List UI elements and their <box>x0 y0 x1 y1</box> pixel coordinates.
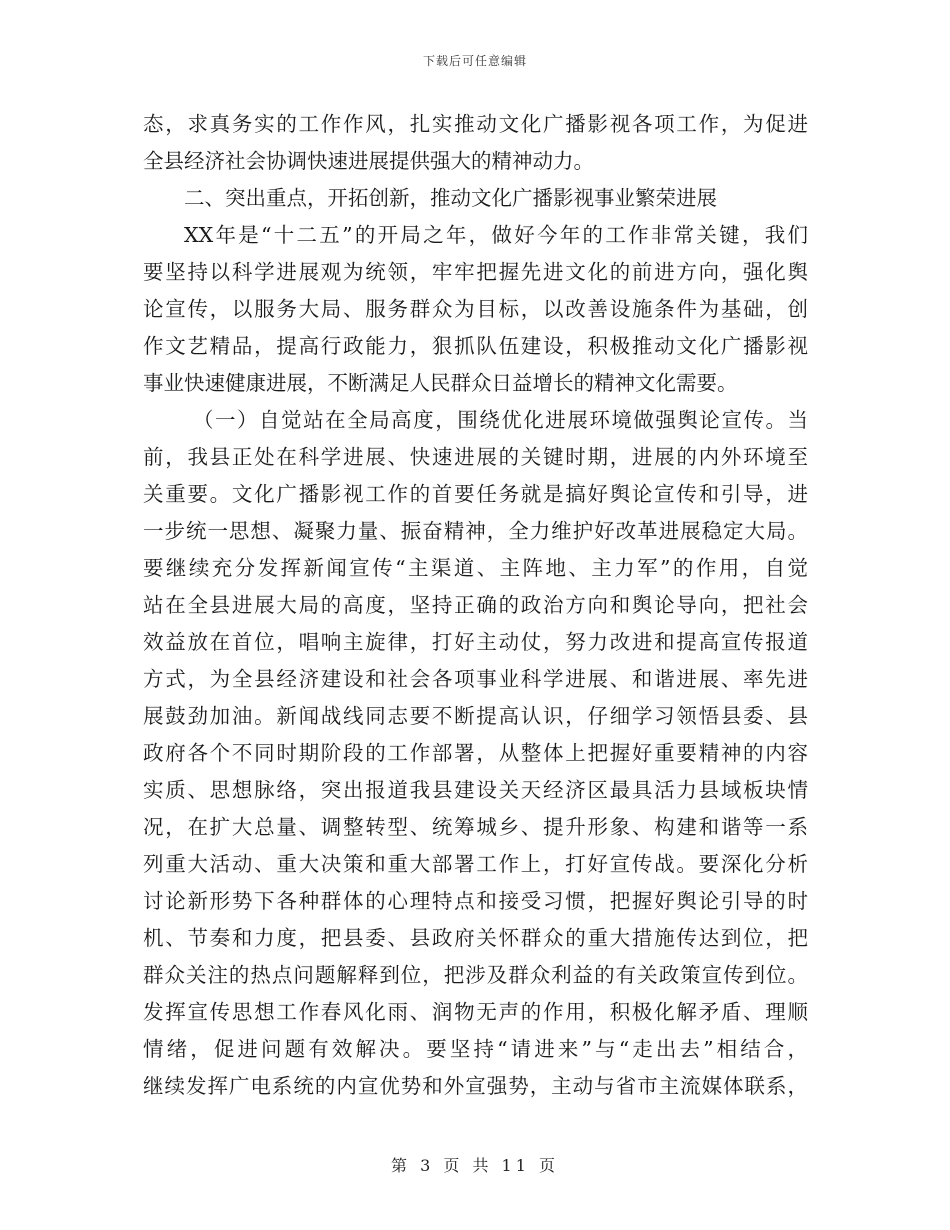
text-line: 况，在扩大总量、调整转型、统筹城乡、提升形象、构建和谐等一系 <box>143 815 808 839</box>
text-line: 列重大活动、重大决策和重大部署工作上，打好宣传战。要深化分析 <box>143 852 808 876</box>
text-line: 要坚持以科学进展观为统领，牢牢把握先进文化的前进方向，强化舆 <box>143 260 808 284</box>
text-line: 作文艺精品，提高行政能力，狠抓队伍建设，积极推动文化广播影视 <box>143 334 808 358</box>
text-line: 要继续充分发挥新闻宣传“主渠道、主阵地、主力军”的作用，自觉 <box>143 556 808 580</box>
section-heading: 二、突出重点，开拓创新，推动文化广播影视事业繁荣进展 <box>184 186 717 210</box>
text-line: 论宣传，以服务大局、服务群众为目标，以改善设施条件为基础，创 <box>143 297 808 321</box>
text-line: XX年是“十二五”的开局之年，做好今年的工作非常关键，我们 <box>184 223 808 247</box>
page-number-footer: 第 3 页 共 11 页 <box>391 1156 559 1175</box>
text-line: 前，我县正处在科学进展、快速进展的关键时期，进展的内外环境至 <box>143 445 808 469</box>
text-line: 全县经济社会协调快速进展提供强大的精神动力。 <box>143 149 594 173</box>
text-line: 关重要。文化广播影视工作的首要任务就是搞好舆论宣传和引导，进 <box>143 482 808 506</box>
text-line: 事业快速健康进展，不断满足人民群众日益增长的精神文化需要。 <box>143 371 738 395</box>
text-line: 态，求真务实的工作作风，扎实推动文化广播影视各项工作，为促进 <box>143 112 808 136</box>
text-line: 实质、思想脉络，突出报道我县建设关天经济区最具活力县域板块情 <box>143 778 808 802</box>
text-line: 机、节奏和力度，把县委、县政府关怀群众的重大措施传达到位，把 <box>143 926 808 950</box>
text-line: 展鼓劲加油。新闻战线同志要不断提高认识，仔细学习领悟县委、县 <box>143 704 808 728</box>
text-line: 政府各个不同时期阶段的工作部署，从整体上把握好重要精神的内容 <box>143 741 808 765</box>
page-header: 下载后可任意编辑 <box>422 54 527 68</box>
document-body <box>143 106 808 1105</box>
text-line: 一步统一思想、凝聚力量、振奋精神，全力维护好改革进展稳定大局。 <box>143 519 808 543</box>
subsection-heading-line: （一）自觉站在全局高度，围绕优化进展环境做强舆论宣传。当 <box>193 408 808 432</box>
text-line: 继续发挥广电系统的内宣优势和外宣强势，主动与省市主流媒体联系， <box>143 1074 808 1098</box>
text-line: 方式，为全县经济建设和社会各项事业科学进展、和谐进展、率先进 <box>143 667 808 691</box>
text-line: 发挥宣传思想工作春风化雨、润物无声的作用，积极化解矛盾、理顺 <box>143 1000 808 1024</box>
text-line: 情绪，促进问题有效解决。要坚持“请进来”与“走出去”相结合， <box>143 1037 808 1061</box>
text-line: 效益放在首位，唱响主旋律，打好主动仗，努力改进和提高宣传报道 <box>143 630 808 654</box>
text-line: 站在全县进展大局的高度，坚持正确的政治方向和舆论导向，把社会 <box>143 593 808 617</box>
text-line: 群众关注的热点问题解释到位，把涉及群众利益的有关政策宣传到位。 <box>143 963 808 987</box>
text-line: 讨论新形势下各种群体的心理特点和接受习惯，把握好舆论引导的时 <box>143 889 808 913</box>
